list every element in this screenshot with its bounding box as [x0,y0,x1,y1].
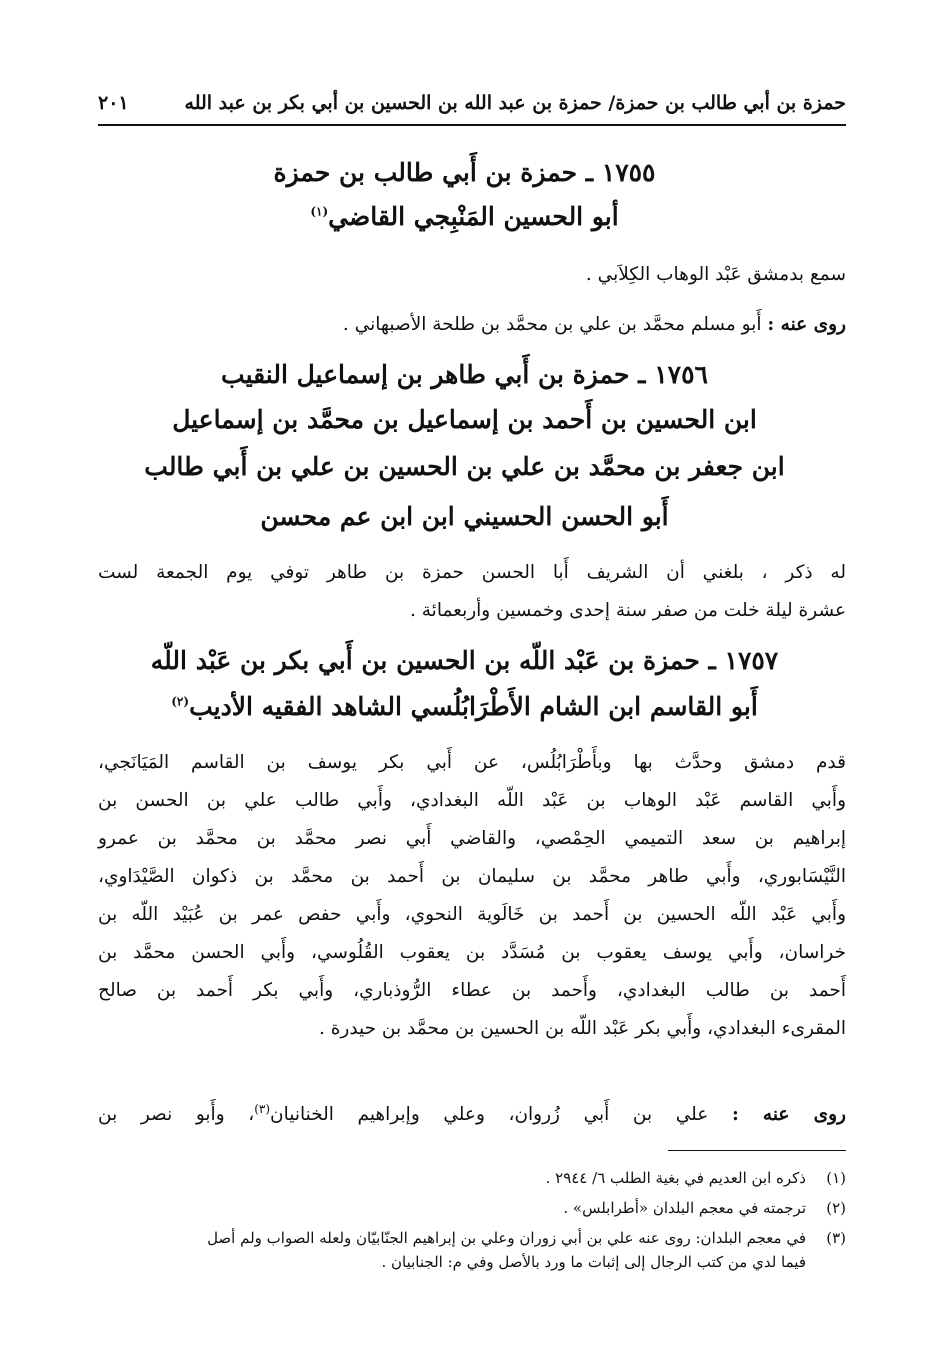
footnote-text: ترجمته في معجم البلدان «أطرابلس» . [563,1199,806,1217]
entry-1756-heading-line-1: ١٧٥٦ ـ حمزة بن أَبي طاهر بن إسماعيل النقيب [221,360,708,389]
paragraph-line [98,306,846,344]
footnote-number: (٢) [826,1199,846,1217]
footnote-number: (٣) [826,1229,846,1247]
narrated-by-label: روى عنه : [767,314,846,335]
entry-1756-paragraph-1 [98,554,846,630]
running-header-title: حمزة بن أبي طالب بن حمزة/ حمزة بن عبد الله بن الحسين بن أبي بكر بن عبد الله [184,92,846,114]
footnote-separator [668,1150,846,1151]
footnote-text: ذكره ابن العديم في بغية الطلب ٦/ ٢٩٤٤ . [545,1169,806,1187]
paragraph-line: إبراهيم بن سعد التميمي الحِمْصي، والقاضي أَبي نصر محمَّد بن محمَّد بن عمرو [98,828,846,849]
entry-1756-heading-line-4: أَبو الحسن الحسيني ابن ابن عم محسن [260,502,669,531]
running-header [98,86,846,126]
paragraph-text: أَبو مسلم محمَّد بن علي بن محمَّد بن طلحة الأصبهاني . [342,314,768,335]
footnotes [98,1166,846,1274]
paragraph-line: له ذكر ، بلغني أن الشريف أَبا الحسن حمزة بن طاهر توفي يوم الجمعة لست [98,562,846,583]
entry-1755-paragraph-2 [98,306,846,344]
paragraph-line: النَّيْسَابوري، وأَبي طاهر محمَّد بن سليمان بن أَحمد بن محمَّد بن ذكوان الصَّيْدَاوي، [98,866,846,887]
heading-text: أبو الحسين المَنْبِجي القاضي [328,202,619,231]
paragraph-text: علي بن أَبي زُروان، وعلي وإبراهيم الخنانيان [270,1104,732,1125]
paragraph-line: المقرىء البغدادي، وأَبي بكر عَبْد اللّه بن الحسين بن محمَّد بن حيدرة . [318,1018,846,1039]
footnote-3 [98,1226,846,1274]
paragraph-line: سمع بدمشق عَبْد الوهاب الكِلاَبي . [585,264,846,285]
narrated-by-label: روى عنه : [731,1104,846,1125]
footnote-text: في معجم البلدان: روى عنه علي بن أبي زوران وعلي بن إبراهيم الجنّابيّان ولعله الصواب ولم أصل [207,1229,806,1247]
paragraph-line: وأَبي عَبْد اللّه الحسين بن أَحمد بن خَالَوية النحوي، وأَبي حفص عمر بن عُبَيْد اللّه بن [98,904,846,925]
heading-text: أَبو القاسم ابن الشام الأَطْرَابُلُسي الشاهد الفقيه الأديب [189,692,758,721]
footnote-text: فيما لدي من كتب الرجال إلى إثبات ما ورد بالأصل وفي م: الجنابيان . [381,1253,806,1271]
footnote-marker: (١) [310,204,329,219]
paragraph-text: ، وأَبو نصر بن [98,1104,255,1125]
entry-1755-heading-line-1: ١٧٥٥ ـ حمزة بن أَبي طالب بن حمزة [273,158,656,187]
footnote-marker: (٣) [254,1101,271,1116]
page-number: ٢٠١ [98,92,129,114]
paragraph-line: أَحمد بن طالب البغدادي، وأَحمد بن عطاء الرُّوذباري، وأَبي بكر أَحمد بن صالح [98,980,846,1001]
entry-1757-heading-line-1: ١٧٥٧ ـ حمزة بن عَبْد اللّه بن الحسين بن أَبي بكر بن عَبْد اللّه [150,646,779,675]
entry-1755-heading-line-2 [90,204,839,229]
entry-1756-heading-line-2: ابن الحسين بن أَحمد بن إسماعيل بن محمَّد بن إسماعيل [172,405,757,434]
entry-1757-paragraph-2 [98,1096,846,1134]
paragraph-line: وأَبي القاسم عَبْد الوهاب بن عَبْد اللّه البغدادي، وأَبي طالب علي بن الحسن بن [98,790,846,811]
footnote-1 [98,1166,846,1190]
footnote-marker: (٢) [171,694,190,709]
paragraph-line: قدم دمشق وحدَّث بها وبأَطْرَابُلُس، عن أَبي بكر يوسف بن القاسم المَيَانَجي، [98,752,846,773]
footnote-number: (١) [826,1169,846,1187]
entry-1757-heading-line-2 [90,694,839,719]
footnote-2 [98,1196,846,1220]
entry-1755-paragraph-1 [98,256,846,294]
paragraph-line: خراسان، وأَبي يوسف يعقوب بن مُسَدَّد بن يعقوب القُلُوسي، وأَبي الحسن محمَّد بن [98,942,846,963]
entry-1756-heading-line-3: ابن جعفر بن محمَّد بن علي بن الحسين بن علي بن أَبي طالب [144,452,785,481]
paragraph-line [98,1096,846,1134]
paragraph-line: عشرة ليلة خلت من صفر سنة إحدى وخمسين وأربعمائة . [410,600,846,621]
entry-1757-paragraph-1 [98,744,846,1048]
